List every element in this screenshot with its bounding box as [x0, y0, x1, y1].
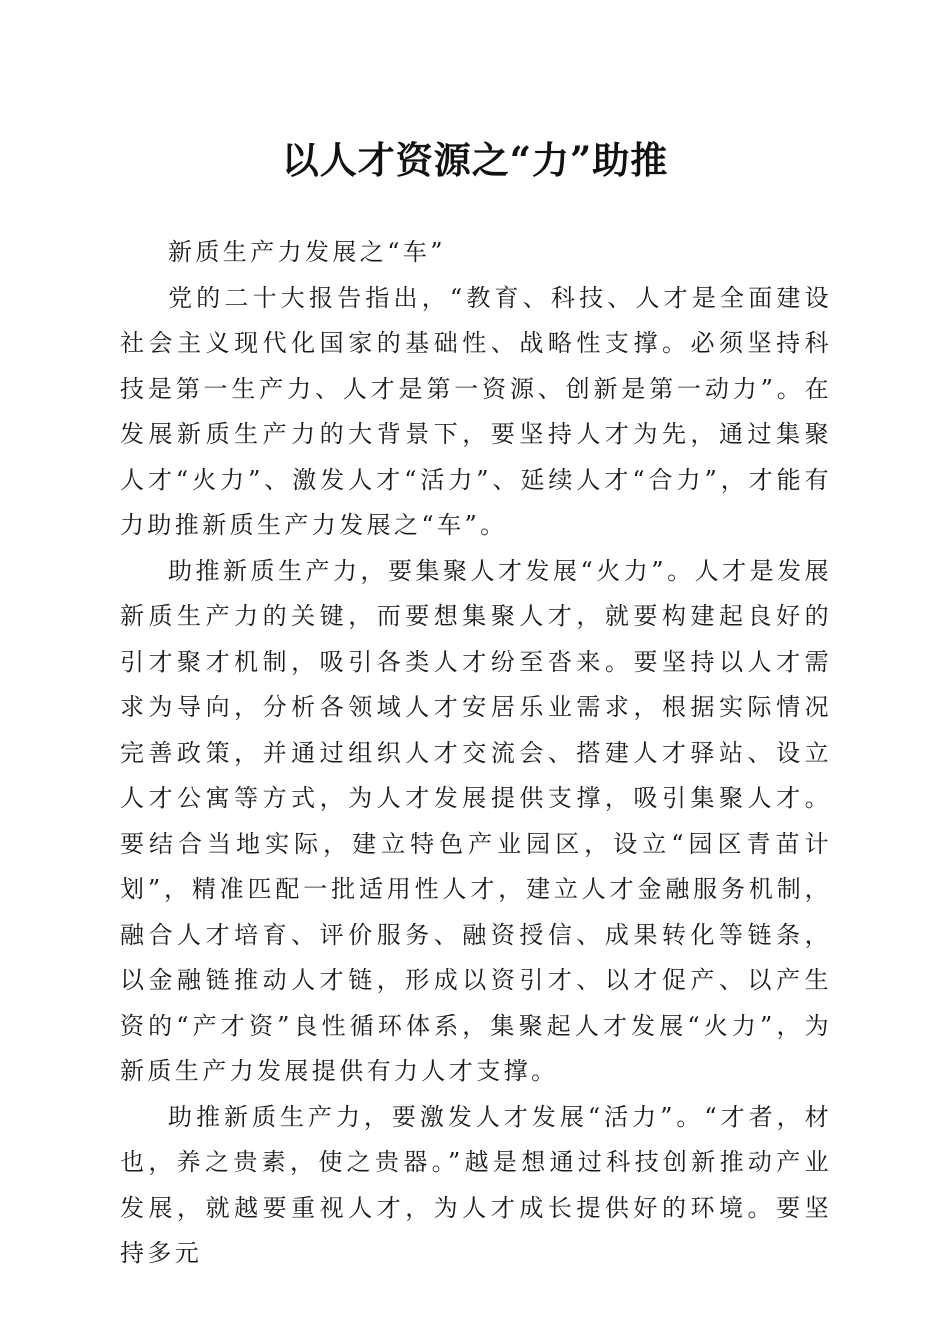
document-title: 以人才资源之“力”助推	[281, 138, 669, 182]
paragraph: 助推新质生产力，要集聚人才发展“火力”。人才是发展新质生产力的关键，而要想集聚人才，就要构建起良好的引才聚才机制，吸引各类人才纷至沓来。要坚持以人才需求为导向，分析各领域人才安居乐业需求，根据实际情况完善政策，并通过组织人才交流会、搭建人才驿站、设立人才公寓等方式，为人才发展提供支撑，吸引集聚人才。要结合当地实际，建立特色产业园区，设立“园区青苗计划”，精准匹配一批适用性人才，建立人才金融服务机制，融合人才培育、评价服务、融资授信、成果转化等链条，以金融链推动人才链，形成以资引才、以才促产、以产生资的“产才资”良性循环体系，集聚起人才发展“火力”，为新质生产力发展提供有力人才支撑。	[120, 556, 832, 1085]
document-body	[120, 230, 832, 1277]
paragraph: 助推新质生产力，要激发人才发展“活力”。“才者，材也，养之贵素，使之贵器。”越是想通过科技创新推动产业发展，就越要重视人才，为人才成长提供好的环境。要坚持多元	[120, 1102, 832, 1267]
paragraph: 党的二十大报告指出，“教育、科技、人才是全面建设社会主义现代化国家的基础性、战略性支撑。必须坚持科技是第一生产力、人才是第一资源、创新是第一动力”。在发展新质生产力的大背景下，要坚持人才为先，通过集聚人才“火力”、激发人才“活力”、延续人才“合力”，才能有力助推新质生产力发展之“车”。	[120, 283, 832, 539]
paragraph-subtitle: 新质生产力发展之“车”	[168, 238, 446, 266]
